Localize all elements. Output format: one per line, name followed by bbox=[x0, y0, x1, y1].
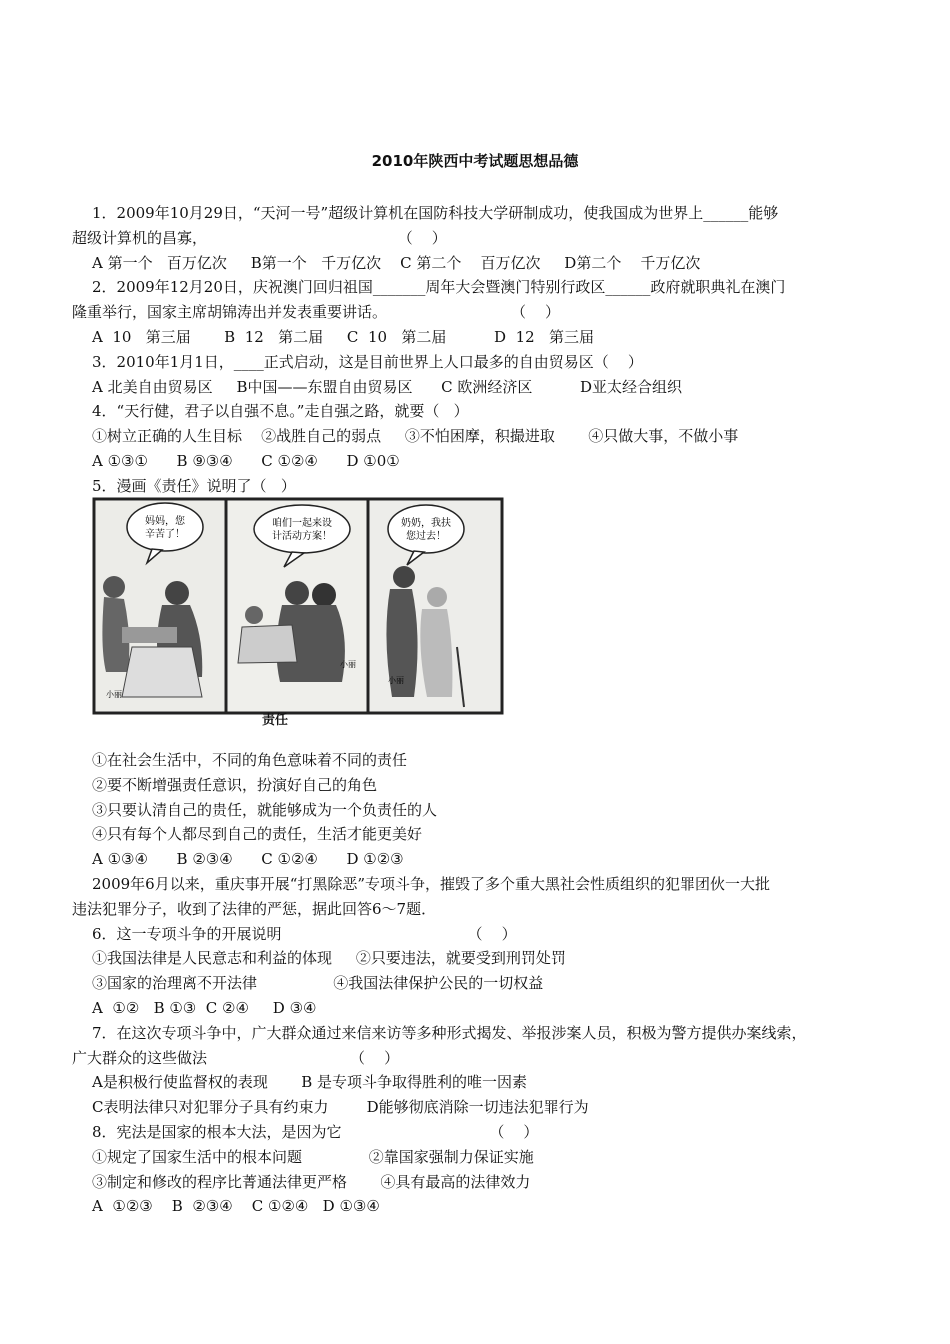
text-line: A是积极行使监督权的表现 B 是专项斗争取得胜利的唯一因素 bbox=[92, 1073, 528, 1092]
text-line: 6．这一专项斗争的开展说明 （ ） bbox=[92, 924, 517, 943]
text-line: ③制定和修改的程序比菁通法律更严格 ④具有最高的法律效力 bbox=[92, 1172, 531, 1191]
name-label-3: 小丽 bbox=[388, 676, 404, 685]
text-line: 超级计算机的昌寡， （ ） bbox=[72, 228, 447, 247]
text-line: ③只要认清自己的贵任，就能够成为一个负责任的人 bbox=[92, 800, 438, 819]
cartoon-image bbox=[92, 497, 504, 717]
text-line: ③国家的治理离不开法律 ④我国法律保护公民的一切权益 bbox=[92, 974, 544, 993]
text-line: ①我国法律是人民意志和利益的体现 ②只要违法，就要受到刑罚处罚 bbox=[92, 949, 566, 968]
text-line: 2．2009年12月20日，庆祝澳门回归祖国_______周年大会暨澳门特别行政区______政府就职典礼在澳门 bbox=[92, 278, 786, 297]
bubble-3-line-1: 奶奶，我扶 bbox=[401, 518, 451, 529]
bubble-2-line-2: 计活动方案！ bbox=[272, 531, 332, 542]
bubble-3-line-2: 您过去！ bbox=[406, 531, 446, 542]
page-title: 2010年陕西中考试题思想品德 bbox=[371, 152, 579, 170]
text-line: 1．2009年10月29日，“天河一号”超级计算机在国防科技大学研制成功，使我国成为世界上______能够 bbox=[92, 204, 779, 222]
questions-block-2 bbox=[72, 748, 892, 1219]
bubble-2-line-1: 咱们一起来设 bbox=[272, 518, 332, 529]
text-line: 5．漫画《责任》说明了（ ） bbox=[92, 476, 296, 495]
text-line: A 第一个 百万亿次 B第一个 千万亿次 C 第二个 百万亿次 D第二个 千万亿次 bbox=[92, 253, 701, 272]
text-line: ②要不断增强责任意识，扮演好自己的角色 bbox=[92, 775, 378, 794]
text-line: A 北美自由贸易区 B中国——东盟自由贸易区 C 欧洲经济区 D亚太经合组织 bbox=[92, 377, 683, 396]
name-label-1: 小丽 bbox=[106, 690, 122, 699]
cartoon-illustration bbox=[92, 497, 504, 717]
text-line: A 10 第三届 B 12 第二届 C 10 第二届 D 12 第三届 bbox=[92, 327, 594, 346]
bubble-1-line-2: 辛苦了！ bbox=[145, 529, 185, 540]
text-line: ④只有每个人都尽到自己的责任，生活才能更美好 bbox=[92, 825, 423, 844]
text-line: 广大群众的这些做法 （ ） bbox=[72, 1048, 400, 1067]
text-line: 2009年6月以来，重庆事开展“打黑除恶”专项斗争，摧毁了多个重大黑社会性质组织的犯罪团伙一大批 bbox=[92, 874, 771, 893]
text-line: A ①③① B ⑨③④ C ①②④ D ①0① bbox=[92, 451, 400, 470]
text-line: 3．2010年1月1日，____正式启动，这是目前世界上人口最多的自由贸易区（ ） bbox=[92, 352, 643, 371]
text-line: ①在社会生活中，不同的角色意味着不同的责任 bbox=[92, 751, 408, 769]
text-line: A ①③④ B ②③④ C ①②④ D ①②③ bbox=[92, 850, 404, 869]
text-line: 8．宪法是国家的根本大法，是因为它 （ ） bbox=[92, 1122, 539, 1141]
text-line: C表明法律只对犯罪分子具有约束力 D能够彻底消除一切违法犯罪行为 bbox=[92, 1098, 589, 1117]
text-line: 7．在这次专项斗争中，广大群众通过来信来访等多种形式揭发、举报涉案人员，积极为警方提供办案线索， bbox=[92, 1023, 807, 1042]
text-line: 隆重举行，国家主席胡锦涛出并发表重要讲话。 （ ） bbox=[72, 303, 561, 322]
text-line: A ①② B ①③ C ②④ D ③④ bbox=[92, 998, 317, 1017]
cartoon-caption: 责任 bbox=[262, 713, 289, 728]
questions-block-1 bbox=[72, 201, 892, 499]
text-line: ①树立正确的人生目标 ②战胜自己的弱点 ③不怕困摩，积撮进取 ④只做大事，不做小事 bbox=[92, 427, 739, 446]
text-line: 4．“天行健，君子以自强不息。”走自强之路，就要（ ） bbox=[92, 402, 469, 421]
text-line: 违法犯罪分子，收到了法律的严惩，据此回答6～7题． bbox=[72, 899, 437, 918]
name-label-2: 小丽 bbox=[340, 660, 356, 669]
bubble-1-line-1: 妈妈，您 bbox=[145, 516, 185, 527]
text-line: A ①②③ B ②③④ C ①②④ D ①③④ bbox=[92, 1197, 380, 1216]
text-line: ①规定了国家生活中的根本问题 ②靠国家强制力保证实施 bbox=[92, 1147, 534, 1166]
